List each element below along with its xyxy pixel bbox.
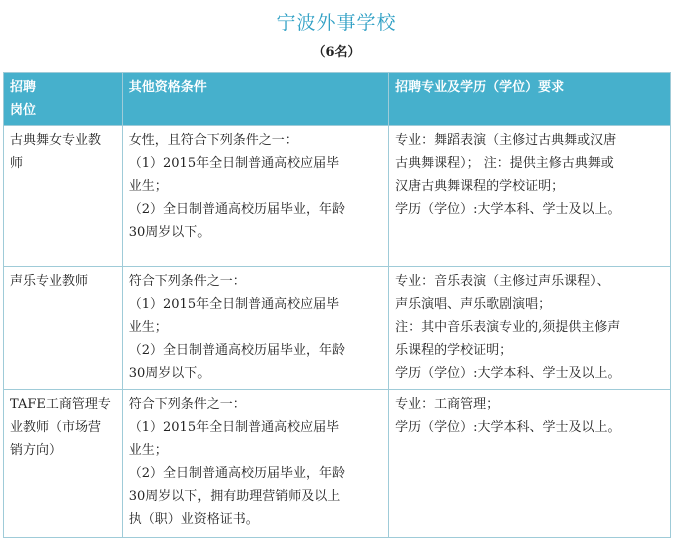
requirement-line: 学历（学位）:大学本科、学士及以上。 (395, 420, 621, 435)
cell-requirements (389, 126, 671, 267)
table-row (4, 267, 671, 390)
condition-line: 执（职）业资格证书。 (128, 512, 259, 527)
header-requirements: 招聘专业及学历（学位）要求 (389, 73, 671, 126)
position-line: 业教师（市场营 (10, 420, 102, 435)
position-line: 声乐专业教师 (10, 274, 89, 289)
cell-position (4, 390, 123, 538)
header-position-line: 岗位 (10, 103, 37, 118)
cell-requirements (389, 267, 671, 390)
condition-line: （1）2015年全日制普通高校应届毕 (128, 297, 340, 312)
requirement-line: 学历（学位）:大学本科、学士及以上。 (395, 366, 621, 381)
header-position (4, 73, 123, 126)
header-position-line: 招聘 (10, 80, 37, 95)
condition-line: 业生； (128, 443, 168, 458)
requirement-line: 汉唐古典舞课程的学校证明； (395, 179, 565, 194)
header-conditions: 其他资格条件 (122, 73, 388, 126)
table-header-row (4, 73, 671, 126)
requirement-line: 声乐演唱、声乐歌剧演唱； (395, 297, 552, 312)
condition-line: 符合下列条件之一： (128, 274, 246, 289)
condition-line: 符合下列条件之一： (128, 397, 246, 412)
condition-line: 30周岁以下。 (128, 366, 211, 381)
cell-position (4, 126, 123, 267)
requirement-line: 古典舞课程）； 注：提供主修古典舞或 (395, 156, 614, 171)
table-row (4, 390, 671, 538)
condition-line: 业生； (128, 320, 168, 335)
condition-line: （1）2015年全日制普通高校应届毕 (128, 156, 340, 171)
cell-requirements (389, 390, 671, 538)
condition-line: （2）全日制普通高校历届毕业，年龄 (128, 343, 346, 358)
requirement-line: 注：其中音乐表演专业的,须提供主修声 (395, 320, 621, 335)
recruitment-table (3, 72, 671, 538)
position-line: 销方向） (10, 443, 63, 458)
cell-conditions (122, 267, 388, 390)
table-row (4, 126, 671, 267)
position-line: 师 (10, 156, 24, 171)
condition-line: （2）全日制普通高校历届毕业，年龄 (128, 466, 346, 481)
cell-conditions (122, 126, 388, 267)
cell-position (4, 267, 123, 390)
condition-line: （2）全日制普通高校历届毕业，年龄 (128, 202, 346, 217)
position-line: TAFE工商管理专 (10, 397, 111, 412)
condition-line: 30周岁以下。 (128, 225, 211, 240)
position-line: 古典舞女专业教 (10, 133, 102, 148)
requirement-line: 乐课程的学校证明； (395, 343, 513, 358)
requirement-line: 专业：工商管理； (395, 397, 500, 412)
requirement-line: 专业：音乐表演（主修过声乐课程）、 (395, 274, 610, 289)
page-title: 宁波外事学校 (276, 12, 397, 34)
condition-line: （1）2015年全日制普通高校应届毕 (128, 420, 340, 435)
requirement-line: 专业：舞蹈表演（主修过古典舞或汉唐 (395, 133, 617, 148)
condition-line: 30周岁以下，拥有助理营销师及以上 (128, 489, 341, 504)
recruit-count: （6名） (312, 45, 361, 60)
requirement-line: 学历（学位）:大学本科、学士及以上。 (395, 202, 621, 217)
condition-line: 业生； (128, 179, 168, 194)
cell-conditions (122, 390, 388, 538)
condition-line: 女性，且符合下列条件之一： (128, 133, 298, 148)
